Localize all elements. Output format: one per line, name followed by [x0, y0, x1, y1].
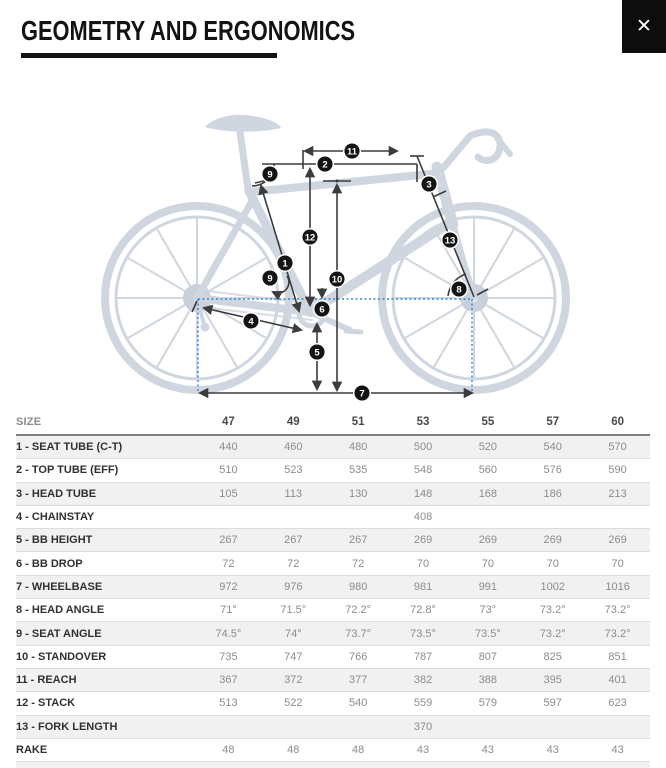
row-value: 48: [352, 744, 365, 756]
table-row: [16, 646, 650, 669]
row-label: 7 - WHEELBASE: [16, 580, 103, 593]
row-value: 72: [352, 557, 365, 570]
table-row: [16, 576, 650, 599]
row-value: 372: [284, 674, 303, 687]
row-value: 981: [413, 580, 433, 593]
row-value: 597: [543, 697, 562, 710]
row-value: 74°: [284, 627, 302, 640]
row-value: 105: [219, 487, 238, 500]
row-value: 70: [416, 557, 430, 570]
table-row: [16, 622, 650, 645]
close-button[interactable]: [622, 0, 666, 53]
row-value: 130: [348, 487, 368, 500]
page-title: GEOMETRY AND ERGONOMICS: [21, 15, 356, 46]
row-value: 70: [481, 557, 494, 570]
row-value: 382: [413, 674, 433, 687]
badge-11: [344, 143, 361, 160]
badge-2: [317, 156, 334, 173]
row-label: 12 - STACK: [16, 697, 76, 710]
badge-12: [302, 229, 319, 246]
svg-text:11: 11: [346, 146, 358, 158]
table-row: [16, 552, 650, 575]
geometry-table: [16, 409, 650, 762]
row-value: 500: [413, 441, 433, 454]
row-value: 972: [219, 580, 238, 593]
row-value: 43: [481, 744, 494, 756]
row-value: 570: [608, 441, 627, 454]
row-value: 72.8°: [410, 604, 436, 617]
row-value: 408: [413, 511, 433, 524]
row-label: 8 - HEAD ANGLE: [16, 604, 105, 617]
size-column-51: 51: [351, 415, 365, 428]
row-value: 148: [413, 487, 433, 500]
svg-text:6: 6: [319, 304, 325, 316]
row-label: 9 - SEAT ANGLE: [16, 627, 102, 640]
svg-text:7: 7: [359, 388, 365, 400]
row-value: 43: [416, 744, 430, 756]
svg-text:10: 10: [331, 274, 343, 286]
badge-13: [442, 232, 459, 249]
table-row: [16, 436, 650, 459]
row-value: 73°: [479, 604, 497, 617]
table-row: [16, 459, 650, 482]
row-value: 388: [478, 674, 498, 687]
row-value: 186: [543, 487, 562, 500]
row-value: 48: [287, 744, 300, 756]
row-value: 1002: [540, 580, 565, 593]
svg-text:9: 9: [267, 169, 273, 181]
svg-text:3: 3: [426, 179, 432, 191]
badge-3: [421, 176, 438, 193]
size-header-label: SIZE: [16, 415, 42, 428]
row-label: 5 - BB HEIGHT: [16, 534, 93, 547]
row-value: 74.5°: [215, 627, 242, 640]
row-label: 10 - STANDOVER: [16, 650, 107, 663]
page-title-block: [21, 16, 449, 58]
size-column-47: 47: [222, 415, 235, 428]
row-value: 540: [348, 697, 368, 710]
row-value: 980: [348, 580, 368, 593]
bike-silhouette: [105, 115, 566, 390]
row-value: 73.2°: [604, 604, 631, 617]
row-value: 513: [219, 697, 238, 710]
bike-geometry-diagram: [0, 85, 666, 407]
row-value: 401: [608, 674, 627, 687]
row-value: 807: [478, 650, 498, 663]
row-value: 548: [413, 464, 433, 477]
row-value: 460: [284, 441, 303, 454]
row-value: 559: [413, 697, 433, 710]
row-value: 560: [478, 464, 498, 477]
size-column-60: 60: [611, 415, 624, 428]
table-header-row: [16, 409, 650, 436]
row-value: 267: [284, 534, 303, 547]
row-value: 590: [608, 464, 627, 477]
row-value: 825: [543, 650, 562, 663]
row-value: 747: [284, 650, 303, 663]
modal-header: [0, 0, 666, 80]
row-value: 735: [219, 650, 238, 663]
table-row: [16, 506, 650, 529]
svg-text:13: 13: [444, 235, 456, 247]
row-value: 480: [348, 441, 368, 454]
row-value: 73.2°: [539, 604, 566, 617]
badge-10: [329, 271, 346, 288]
row-value: 370: [413, 720, 433, 733]
badge-6: [314, 301, 331, 318]
row-value: 267: [348, 534, 368, 547]
row-value: 269: [608, 534, 627, 547]
row-value: 72.2°: [345, 604, 372, 617]
row-value: 72: [222, 557, 235, 570]
row-value: 440: [219, 441, 238, 454]
row-value: 72: [287, 557, 300, 570]
size-column-55: 55: [481, 415, 495, 428]
svg-text:4: 4: [248, 316, 254, 328]
close-icon: ✕: [636, 16, 652, 37]
row-value: 269: [413, 534, 433, 547]
badge-9-top: [262, 166, 279, 183]
badge-9-lower: [262, 270, 279, 287]
row-value: 522: [284, 697, 303, 710]
row-label: 1 - SEAT TUBE (C-T): [16, 441, 123, 454]
row-value: 991: [478, 580, 498, 593]
row-value: 43: [611, 744, 624, 756]
row-value: 523: [284, 464, 303, 477]
badge-4: [243, 313, 260, 330]
row-label: 2 - TOP TUBE (EFF): [16, 464, 119, 477]
size-column-53: 53: [416, 415, 430, 428]
row-label: 4 - CHAINSTAY: [16, 511, 95, 524]
row-value: 510: [219, 464, 238, 477]
table-body: [16, 436, 650, 762]
row-value: 395: [543, 674, 562, 687]
table-row: [16, 716, 650, 739]
table-row: [16, 739, 650, 762]
row-value: 851: [608, 650, 627, 663]
row-value: 113: [284, 487, 303, 500]
svg-text:1: 1: [282, 258, 288, 270]
table-row: [16, 599, 650, 622]
row-value: 267: [219, 534, 238, 547]
table-row: [16, 483, 650, 506]
row-value: 70: [546, 557, 559, 570]
row-value: 540: [543, 441, 562, 454]
row-value: 71°: [220, 604, 237, 617]
row-label: 6 - BB DROP: [16, 557, 83, 570]
badge-5: [309, 344, 326, 361]
row-value: 520: [478, 441, 498, 454]
table-row: [16, 692, 650, 715]
row-value: 70: [611, 557, 624, 570]
badge-7: [354, 385, 371, 402]
row-value: 73.2°: [539, 627, 566, 640]
table-row: [16, 529, 650, 552]
svg-text:9: 9: [267, 273, 273, 285]
row-value: 766: [348, 650, 368, 663]
row-label: 13 - FORK LENGTH: [16, 720, 118, 733]
badge-1: [277, 255, 294, 272]
svg-text:8: 8: [456, 284, 462, 296]
row-value: 367: [219, 674, 238, 687]
row-value: 73.7°: [345, 627, 372, 640]
row-value: 73.5°: [474, 627, 501, 640]
size-column-49: 49: [286, 415, 300, 428]
svg-text:5: 5: [314, 347, 320, 359]
row-label: 11 - REACH: [16, 674, 77, 687]
row-value: 535: [348, 464, 368, 477]
row-value: 213: [608, 487, 627, 500]
row-value: 48: [222, 744, 235, 756]
row-value: 73.2°: [604, 627, 631, 640]
svg-text:12: 12: [304, 232, 316, 244]
row-value: 269: [543, 534, 562, 547]
row-value: 623: [608, 697, 627, 710]
row-value: 377: [348, 674, 368, 687]
row-value: 976: [284, 580, 303, 593]
badge-8: [451, 281, 468, 298]
row-value: 168: [478, 487, 498, 500]
svg-text:2: 2: [322, 159, 328, 171]
row-label: RAKE: [16, 744, 48, 756]
table-row: [16, 669, 650, 692]
row-value: 73.5°: [410, 627, 436, 640]
title-underline: [21, 53, 277, 58]
row-value: 269: [478, 534, 498, 547]
row-value: 576: [543, 464, 562, 477]
row-value: 43: [546, 744, 559, 756]
row-value: 579: [478, 697, 498, 710]
row-value: 1016: [605, 580, 630, 593]
row-value: 71.5°: [280, 604, 307, 617]
table-next-row-edge: [16, 762, 650, 768]
size-column-57: 57: [546, 415, 560, 428]
row-value: 787: [413, 650, 433, 663]
row-label: 3 - HEAD TUBE: [16, 487, 97, 500]
